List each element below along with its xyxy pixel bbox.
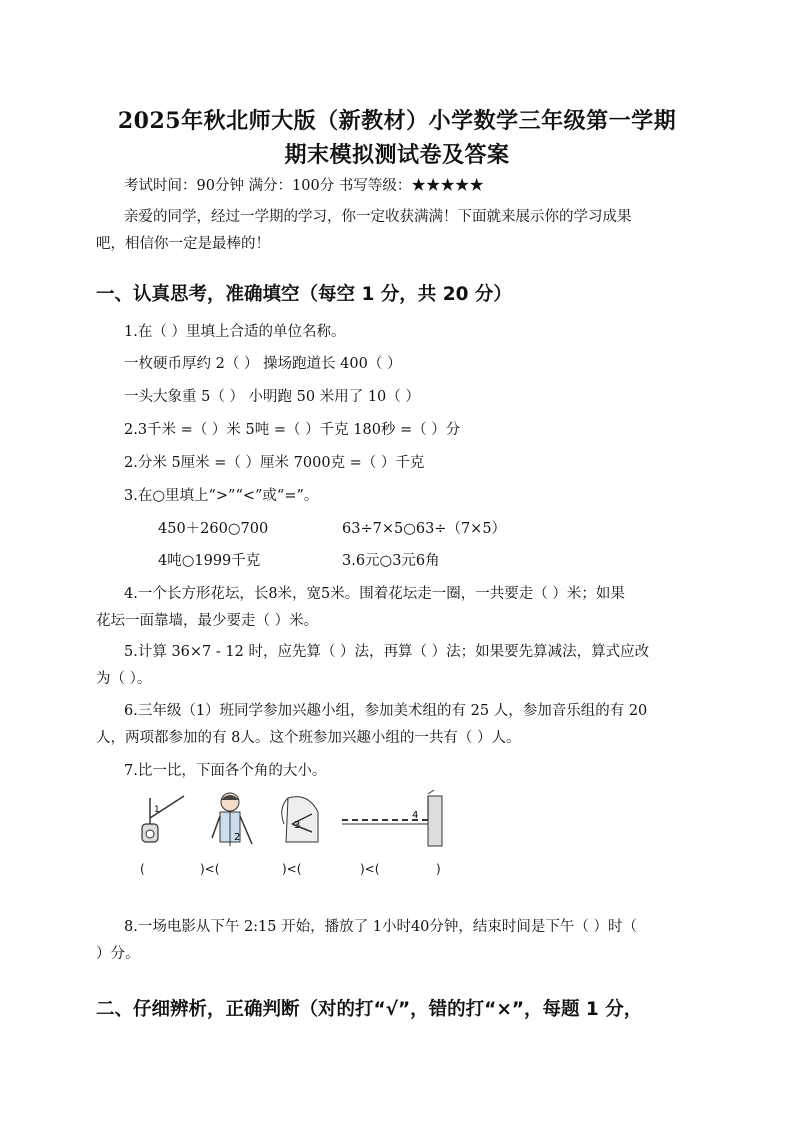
question-1a: 一枚硬币厚约 2（ ） 操场跑道长 400（ ） (124, 356, 402, 372)
question-4-line1: 4.一个长方形花坛，长8米，宽5米。围着花坛走一圈，一共要走（ ）米；如果 (124, 586, 625, 602)
angle-number-1: 1 (154, 805, 160, 815)
question-1b: 一头大象重 5（ ） 小明跑 50 米用了 10（ ） (124, 389, 420, 405)
angle-picture-2 (212, 793, 252, 846)
question-8-line2: ）分。 (96, 946, 140, 962)
question-3-row1-right: 63÷7×5○63÷（7×5） (342, 521, 507, 537)
question-8-line1: 8.一场电影从下午 2:15 开始，播放了 1小时40分钟，结束时间是下午（ ）时（ (124, 919, 638, 935)
angle-number-3: 3 (294, 820, 301, 831)
angle-blank-3: )<( (282, 862, 302, 876)
question-2a: 2.3千米 =（ ）米 5吨 =（ ）千克 180秒 =（ ）分 (124, 422, 461, 438)
section1-heading: 一、认真思考，准确填空（每空 1 分，共 20 分） (96, 284, 512, 305)
question-5-line2: 为（ ）。 (96, 671, 152, 687)
angle-picture-1 (142, 796, 184, 842)
question-3-row1-left: 450＋260○700 (158, 521, 269, 537)
angle-picture-3 (282, 797, 318, 842)
question-6-line1: 6.三年级（1）班同学参加兴趣小组，参加美术组的有 25 人，参加音乐组的有 20 (124, 703, 648, 719)
question-3-row2-right: 3.6元○3元6角 (342, 553, 440, 569)
question-1: 1.在（ ）里填上合适的单位名称。 (124, 324, 346, 340)
question-7: 7.比一比，下面各个角的大小。 (124, 763, 327, 779)
question-6-line2: 人，两项都参加的有 8人。这个班参加兴趣小组的一共有（ ）人。 (96, 730, 521, 746)
exam-info: 考试时间：90分钟 满分：100分 书写等级：★★★★★ (124, 178, 484, 194)
angle-number-2: 2 (234, 832, 241, 843)
question-3: 3.在○里填上“>”“<”或“=”。 (124, 488, 319, 504)
angle-blank-1: ( (140, 862, 145, 876)
intro-line2: 吧，相信你一定是最棒的！ (96, 236, 270, 252)
question-3-row2-left: 4吨○1999千克 (158, 553, 261, 569)
angle-blank-4: )<( (360, 862, 380, 876)
question-5-line1: 5.计算 36×7 - 12 时，应先算（ ）法，再算（ ）法；如果要先算减法，算式应改 (124, 644, 650, 660)
exam-title-line1: 2025年秋北师大版（新教材）小学数学三年级第一学期 (117, 108, 677, 134)
exam-title-line2: 期末模拟测试卷及答案 (284, 142, 510, 168)
intro-line1: 亲爱的同学，经过一学期的学习，你一定收获满满！下面就来展示你的学习成果 (124, 209, 632, 225)
angle-blank-5: ) (436, 862, 441, 876)
question-2b: 2.分米 5厘米 =（ ）厘米 7000克 =（ ）千克 (124, 455, 425, 471)
angle-picture-4 (342, 790, 442, 846)
question-4-line2: 花坛一面靠墙，最少要走（ ）米。 (96, 613, 319, 629)
angle-number-4: 4 (412, 810, 419, 821)
angle-blank-2: )<( (200, 862, 220, 876)
section2-heading: 二、仔细辨析，正确判断（对的打“√”，错的打“×”，每题 1 分， (96, 999, 643, 1020)
